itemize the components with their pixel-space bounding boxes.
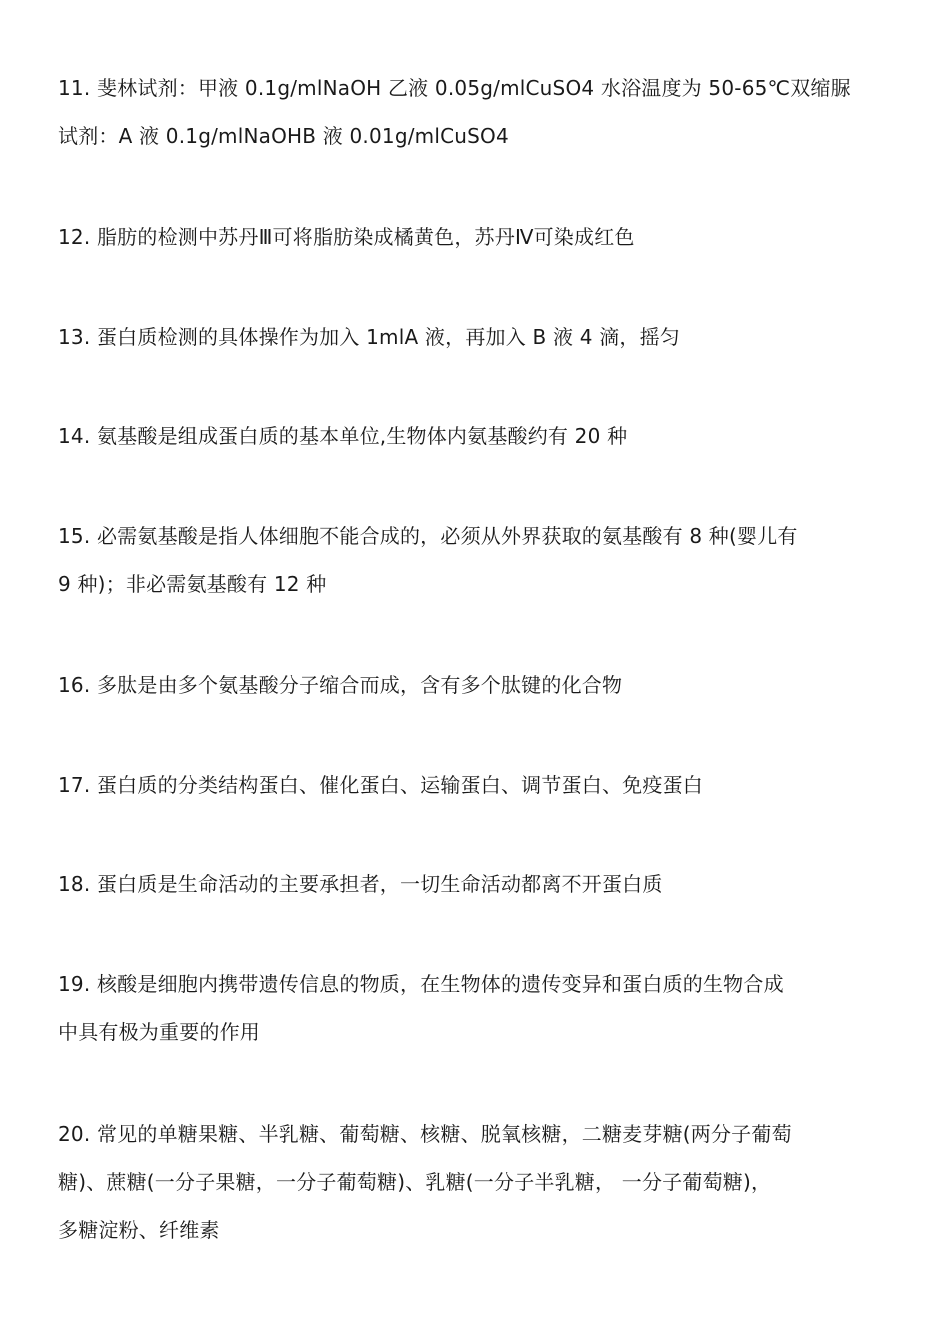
text-line: 中具有极为重要的作用 [58, 1020, 260, 1044]
list-item-12 [58, 213, 900, 261]
text-line: 9 种)；非必需氨基酸有 12 种 [58, 572, 327, 596]
list-item-19 [58, 960, 900, 1056]
text-line: 试剂：A 液 0.1g/mlNaOHB 液 0.01g/mlCuSO4 [58, 124, 509, 148]
text-line: 糖)、蔗糖(一分子果糖，一分子葡萄糖)、乳糖(一分子半乳糖， 一分子葡萄糖)， [58, 1170, 772, 1194]
text-line: 19. 核酸是细胞内携带遗传信息的物质，在生物体的遗传变异和蛋白质的生物合成 [58, 972, 784, 996]
text-line: 多糖淀粉、纤维素 [58, 1218, 220, 1242]
text-line: 13. 蛋白质检测的具体操作为加入 1mlA 液，再加入 B 液 4 滴，摇匀 [58, 325, 680, 349]
list-item-18 [58, 860, 900, 908]
text-line: 11. 斐林试剂：甲液 0.1g/mlNaOH 乙液 0.05g/mlCuSO4 水浴温度为 50-65℃双缩脲 [58, 76, 851, 100]
text-line: 14. 氨基酸是组成蛋白质的基本单位,生物体内氨基酸约有 20 种 [58, 424, 628, 448]
text-line: 18. 蛋白质是生命活动的主要承担者，一切生命活动都离不开蛋白质 [58, 872, 663, 896]
text-line: 17. 蛋白质的分类结构蛋白、催化蛋白、运输蛋白、调节蛋白、免疫蛋白 [58, 773, 703, 797]
list-item-14 [58, 412, 900, 460]
list-item-20 [58, 1110, 900, 1254]
list-item-17 [58, 761, 900, 809]
text-line: 16. 多肽是由多个氨基酸分子缩合而成，含有多个肽键的化合物 [58, 673, 623, 697]
text-line: 15. 必需氨基酸是指人体细胞不能合成的，必须从外界获取的氨基酸有 8 种(婴儿有 [58, 524, 798, 548]
list-item-16 [58, 661, 900, 709]
text-line: 20. 常见的单糖果糖、半乳糖、葡萄糖、核糖、脱氧核糖，二糖麦芽糖(两分子葡萄 [58, 1122, 792, 1146]
text-line: 12. 脂肪的检测中苏丹Ⅲ可将脂肪染成橘黄色，苏丹Ⅳ可染成红色 [58, 225, 635, 249]
list-item-11 [58, 64, 900, 160]
list-item-13 [58, 313, 900, 361]
list-item-15 [58, 512, 900, 608]
